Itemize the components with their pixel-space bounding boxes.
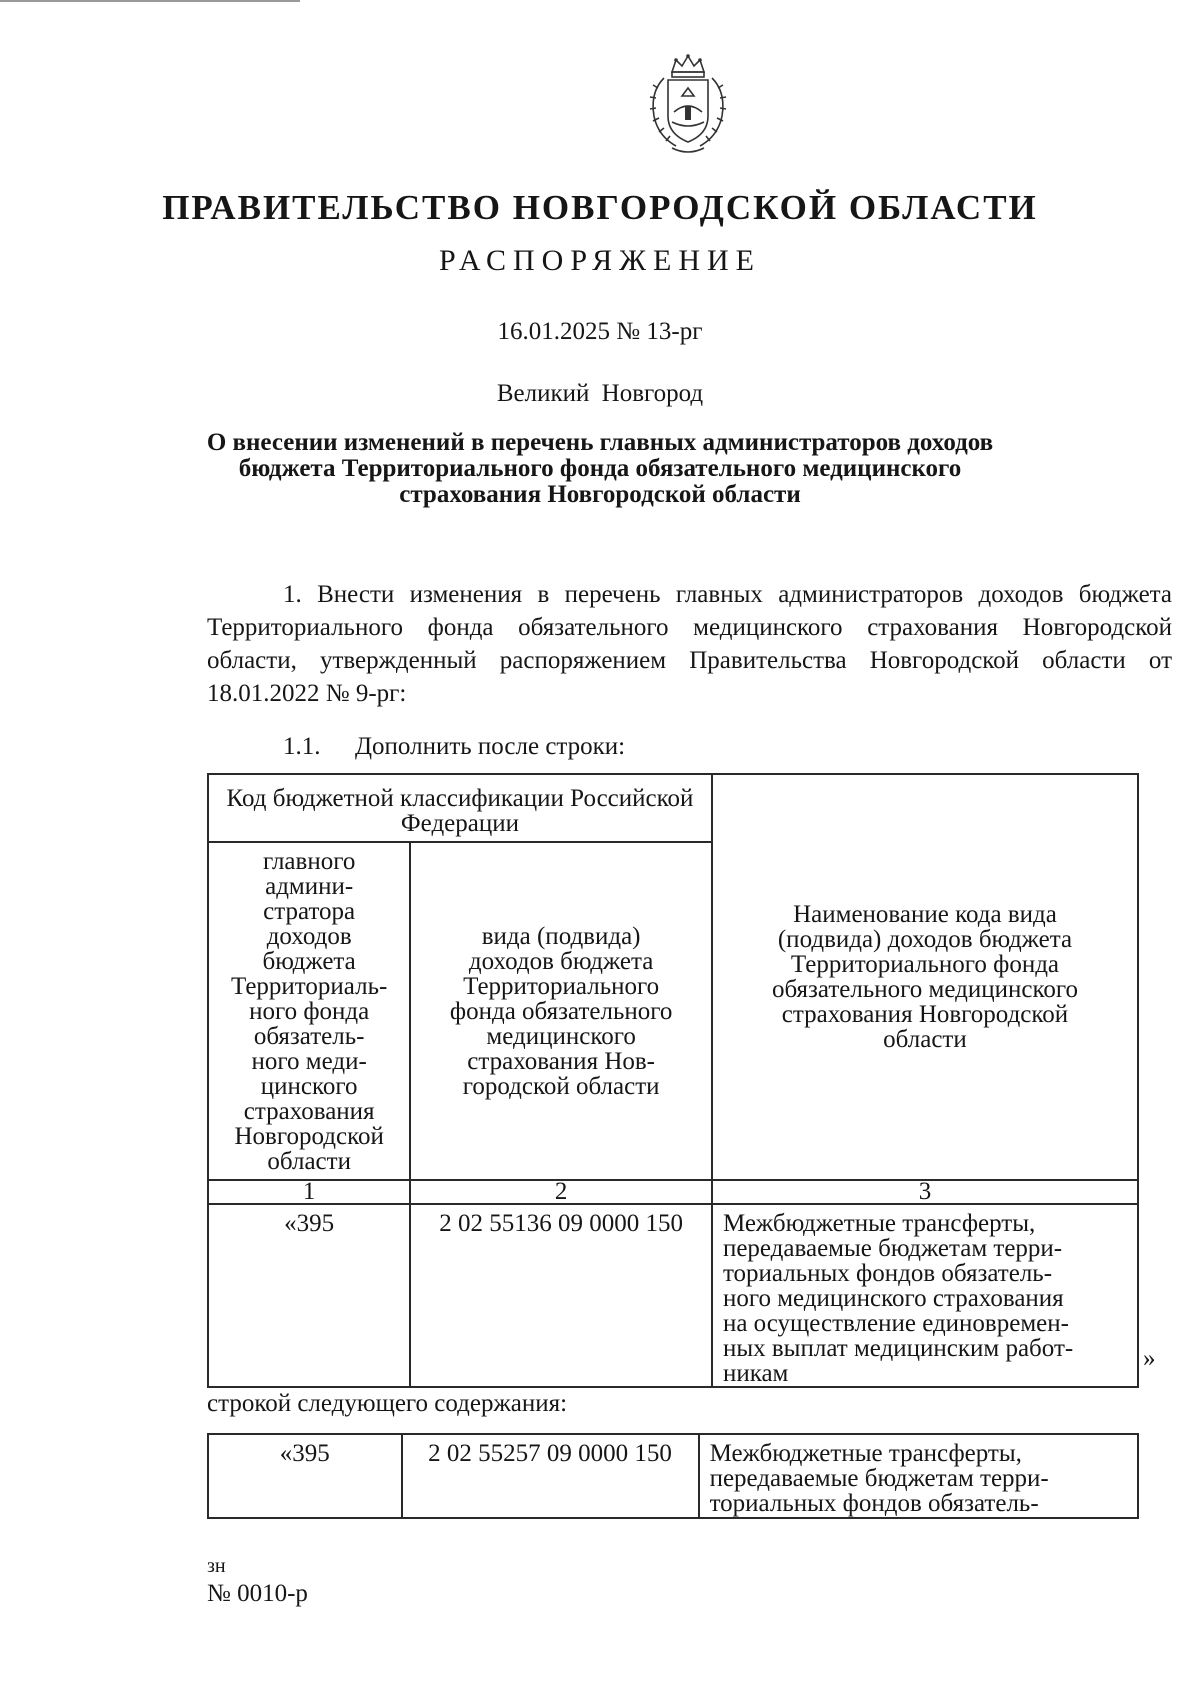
document-city: Великий Новгород <box>496 380 704 407</box>
col2-header: вида (подвида) доходов бюджета Территориального фонда обязательного медицинского страхования Нов- городской области <box>410 842 712 1180</box>
col1-header: главного админи- стратора доходов бюджета Территориаль- ного фонда обязатель- ного меди- цинского страхования Новгородской области <box>208 842 410 1180</box>
novgorod-coat-of-arms-icon <box>642 52 734 158</box>
item-text: Дополнить после строки: <box>355 733 626 760</box>
table-row <box>208 1204 1138 1387</box>
following-text: строкой следующего содержания: <box>207 1390 568 1417</box>
table-row <box>208 1434 1138 1518</box>
government-name: ПРАВИТЕЛЬСТВО НОВГОРОДСКОЙ ОБЛАСТИ <box>162 188 1038 227</box>
title-line: страхования Новгородской области <box>399 481 801 508</box>
paragraph-1-1 <box>283 730 983 763</box>
new-row-table <box>207 1433 1139 1519</box>
closing-quote: » <box>1143 1345 1156 1372</box>
admin-code-cell: «395 <box>208 1204 410 1387</box>
footer <box>207 1553 308 1607</box>
document-date-number: 16.01.2025 № 13-рг <box>497 318 703 345</box>
col-number: 2 <box>410 1180 712 1204</box>
col-number: 1 <box>208 1180 410 1204</box>
document-type: РАСПОРЯЖЕНИЕ <box>438 244 762 277</box>
income-code-cell: 2 02 55136 09 0000 150 <box>410 1204 712 1387</box>
title-line: О внесении изменений в перечень главных администраторов доходов <box>206 429 994 456</box>
paragraph-1: 1. Внести изменения в перечень главных администраторов доходов бюджета Территориального фонда обязательного медицинского страхования Новгородской области, утвержденный распоряжением Правительства Новгородской области от 18.01.2022 № 9-рг: <box>207 581 1172 707</box>
col-number: 3 <box>712 1180 1138 1204</box>
income-name-cell: Межбюджетные трансферты, передаваемые бюджетам терри- ториальных фондов обязатель- ного медицинского страхования на осуществление единовремен- ных выплат медицинским работ- никам <box>712 1204 1138 1387</box>
income-code-cell: 2 02 55257 09 0000 150 <box>402 1434 699 1518</box>
item-number: 1.1. <box>283 733 321 760</box>
income-name-cell: Межбюджетные трансферты, передаваемые бюджетам терри- ториальных фондов обязатель- <box>699 1434 1138 1518</box>
col3-header: Наименование кода вида (подвида) доходов бюджета Территориального фонда обязательного медицинского страхования Новгородской области <box>712 774 1138 1180</box>
footer-initials: зн <box>207 1555 226 1577</box>
document-title <box>0 430 1200 508</box>
form-number: № 0010-р <box>207 1580 308 1607</box>
admin-code-cell: «395 <box>208 1434 402 1518</box>
title-line: бюджета Территориального фонда обязательного медицинского <box>238 455 962 482</box>
top-edge-line <box>0 0 300 2</box>
group-header: Код бюджетной классификации Российской Федерации <box>208 774 712 842</box>
budget-code-table <box>207 773 1139 1388</box>
